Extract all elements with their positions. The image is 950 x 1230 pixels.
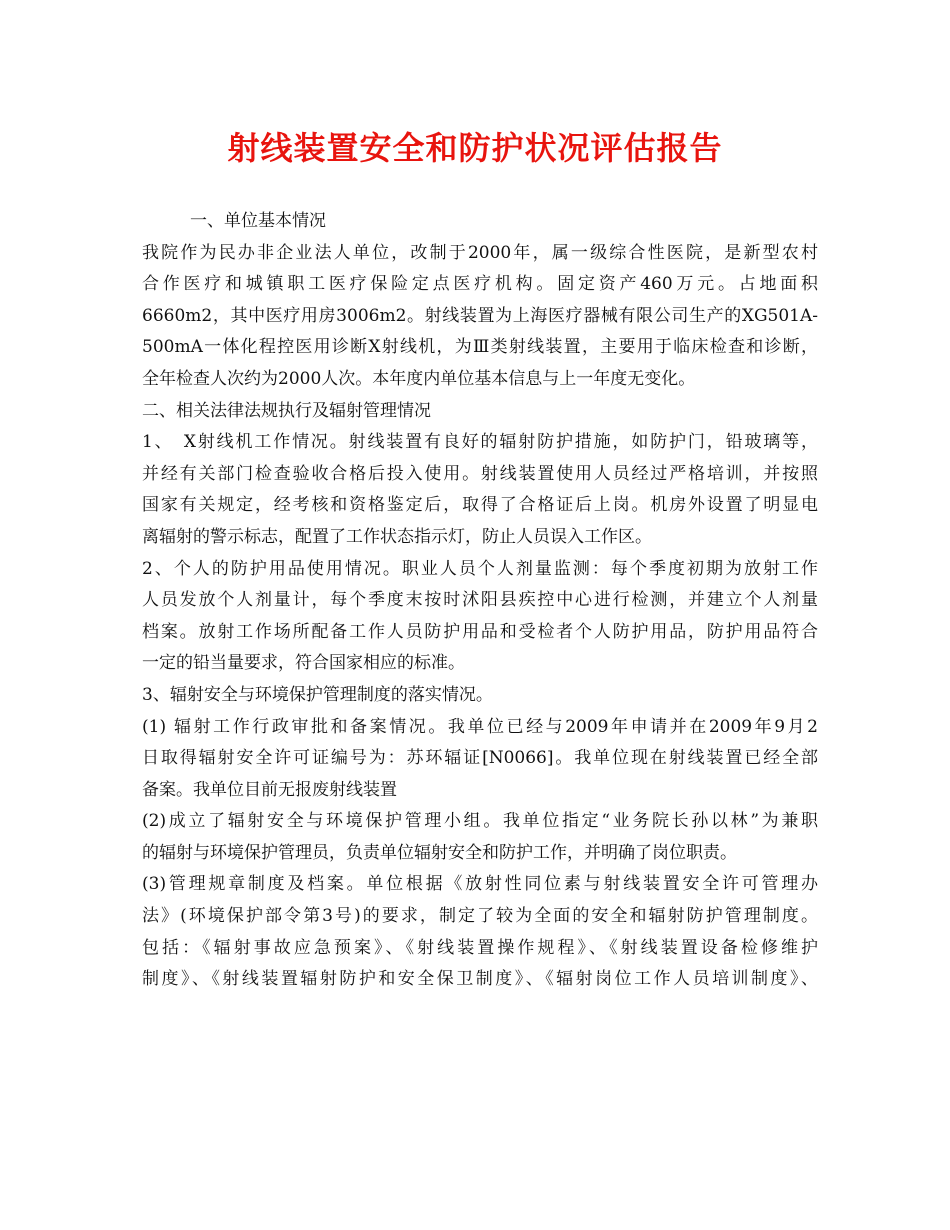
body-line: 制度》、《射线装置辐射防护和安全保卫制度》、《辐射岗位工作人员培训制度》、 bbox=[142, 969, 818, 990]
body-line: (1) 辐射工作行政审批和备案情况。我单位已经与2009年申请并在2009年9月2 bbox=[142, 716, 818, 737]
body-line: 500mA一体化程控医用诊断X射线机，为Ⅲ类射线装置，主要用于临床检查和诊断， bbox=[142, 337, 818, 358]
body-line: 法》(环境保护部令第3号)的要求，制定了较为全面的安全和辐射防护管理制度。 bbox=[142, 906, 818, 927]
body-line: 国家有关规定，经考核和资格鉴定后，取得了合格证后上岗。机房外设置了明显电 bbox=[142, 495, 818, 516]
section-heading-2: 二、相关法律法规执行及辐射管理情况 bbox=[142, 400, 431, 421]
body-line: 2、个人的防护用品使用情况。职业人员个人剂量监测：每个季度初期为放射工作 bbox=[142, 558, 818, 579]
body-line: 3、辐射安全与环境保护管理制度的落实情况。 bbox=[142, 684, 493, 705]
document-body bbox=[142, 206, 818, 996]
body-line: 合作医疗和城镇职工医疗保险定点医疗机构。固定资产460万元。占地面积 bbox=[142, 274, 818, 295]
body-line: 人员发放个人剂量计，每个季度末按时沭阳县疾控中心进行检测，并建立个人剂量 bbox=[142, 590, 818, 611]
body-line: 包括：《辐射事故应急预案》、《射线装置操作规程》、《射线装置设备检修维护 bbox=[142, 937, 818, 958]
body-line: 一定的铅当量要求，符合国家相应的标准。 bbox=[142, 653, 465, 674]
body-line: 我院作为民办非企业法人单位，改制于2000年，属一级综合性医院，是新型农村 bbox=[142, 242, 818, 263]
body-line: 备案。我单位目前无报废射线装置 bbox=[142, 779, 397, 800]
body-line: 离辐射的警示标志，配置了工作状态指示灯，防止人员误入工作区。 bbox=[142, 526, 652, 547]
body-line: 1、 X射线机工作情况。射线装置有良好的辐射防护措施，如防护门，铅玻璃等， bbox=[142, 432, 818, 453]
body-line: (3)管理规章制度及档案。单位根据《放射性同位素与射线装置安全许可管理办 bbox=[142, 874, 818, 895]
body-line: 6660m2，其中医疗用房3006m2。射线装置为上海医疗器械有限公司生产的XG501A- bbox=[142, 305, 818, 326]
body-line: 并经有关部门检查验收合格后投入使用。射线装置使用人员经过严格培训，并按照 bbox=[142, 463, 818, 484]
body-line: 日取得辐射安全许可证编号为：苏环辐证[N0066]。我单位现在射线装置已经全部 bbox=[142, 748, 818, 769]
document-title: 射线装置安全和防护状况评估报告 bbox=[227, 129, 723, 167]
body-line: 的辐射与环境保护管理员，负责单位辐射安全和防护工作，并明确了岗位职责。 bbox=[142, 842, 737, 863]
section-heading-1: 一、单位基本情况 bbox=[190, 211, 326, 231]
body-line: 档案。放射工作场所配备工作人员防护用品和受检者个人防护用品，防护用品符合 bbox=[142, 621, 818, 642]
body-line: 全年检查人次约为2000人次。本年度内单位基本信息与上一年度无变化。 bbox=[142, 368, 696, 389]
body-line: (2)成立了辐射安全与环境保护管理小组。我单位指定“业务院长孙以林”为兼职 bbox=[142, 811, 818, 832]
